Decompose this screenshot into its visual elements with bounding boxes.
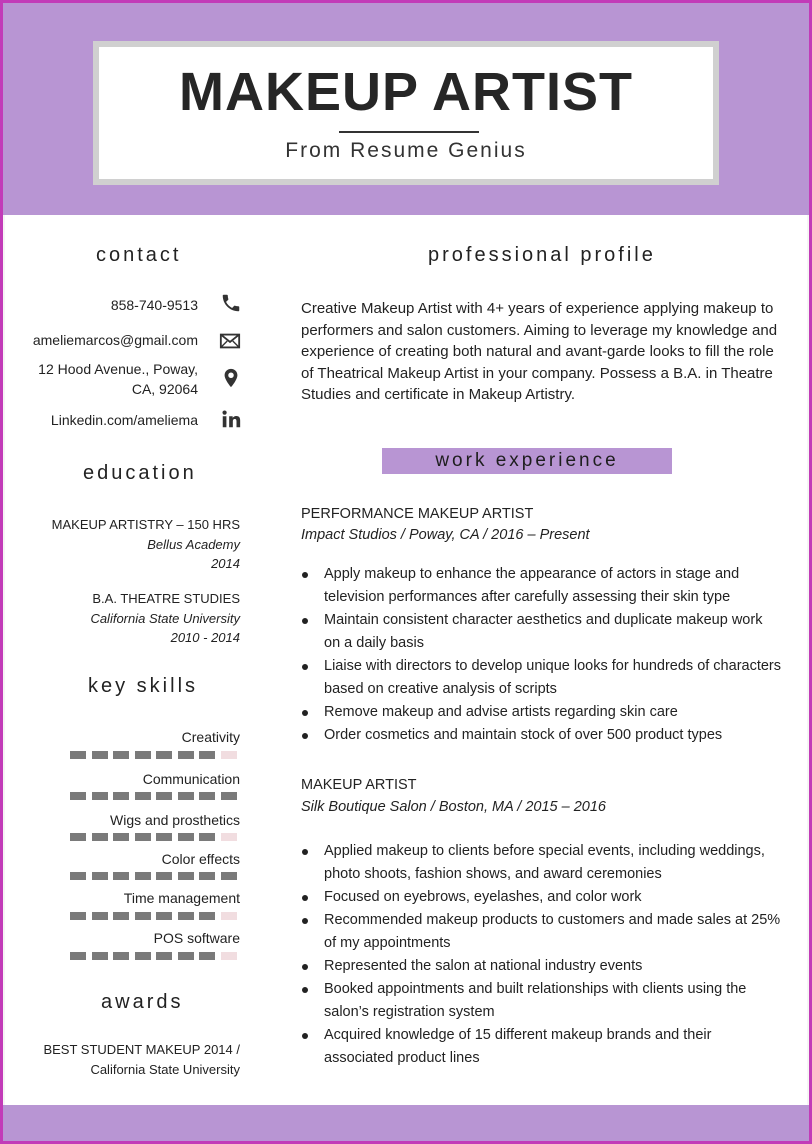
- skill-label: Creativity: [181, 729, 240, 745]
- list-item: Order cosmetics and maintain stock of over 500 product types: [301, 724, 781, 747]
- education-school: Bellus Academy: [147, 536, 240, 552]
- skill-segment-filled: [178, 833, 194, 841]
- contact-phone: 858-740-9513: [110, 297, 198, 313]
- skill-segment-filled: [199, 833, 215, 841]
- skill-segment-filled: [113, 872, 129, 880]
- skill-segment-filled: [92, 792, 108, 800]
- skill-segment-filled: [156, 912, 172, 920]
- skill-segment-filled: [178, 872, 194, 880]
- skill-segment-filled: [156, 952, 172, 960]
- skill-segment-filled: [135, 912, 151, 920]
- job-bullets: [301, 563, 781, 747]
- linkedin-icon: [220, 408, 242, 430]
- skills-heading: key skills: [88, 675, 199, 697]
- education-years: 2014: [211, 556, 240, 571]
- work-experience-heading: work experience: [382, 448, 672, 474]
- map-pin-icon: [220, 367, 242, 389]
- footer-band: [3, 1105, 809, 1141]
- award-line-2: California State University: [90, 1061, 240, 1077]
- skill-segment-filled: [92, 833, 108, 841]
- skill-segment-filled: [178, 751, 194, 759]
- skill-segment-filled: [135, 833, 151, 841]
- skill-segment-filled: [70, 751, 86, 759]
- envelope-icon: [219, 330, 241, 352]
- skill-label: Communication: [142, 771, 240, 787]
- skill-segment-filled: [199, 792, 215, 800]
- list-item: Maintain consistent character aesthetics and duplicate makeup work on a daily basis: [301, 609, 781, 655]
- skill-segment-filled: [70, 833, 86, 841]
- skill-label: Wigs and prosthetics: [110, 812, 240, 828]
- skill-segment-filled: [199, 872, 215, 880]
- list-item: Liaise with directors to develop unique looks for hundreds of characters based on creative analysis of scripts: [301, 655, 781, 701]
- skill-label: Time management: [123, 890, 240, 906]
- list-item: Represented the salon at national industry events: [301, 955, 781, 978]
- resume-subtitle: From Resume Genius: [285, 139, 527, 162]
- phone-icon: [220, 292, 242, 314]
- skill-segment-filled: [70, 792, 86, 800]
- skill-segment-filled: [178, 912, 194, 920]
- skill-segment-filled: [113, 952, 129, 960]
- skill-segment-filled: [113, 912, 129, 920]
- skill-segment-filled: [92, 751, 108, 759]
- list-item: Apply makeup to enhance the appearance of actors in stage and television performances after carefully assessing their skin type: [301, 563, 781, 609]
- list-item: Remove makeup and advise artists regarding skin care: [301, 701, 781, 724]
- skill-label: POS software: [153, 930, 240, 946]
- skill-segment-empty: [221, 952, 237, 960]
- job-meta: Impact Studios / Poway, CA / 2016 – Present: [301, 527, 590, 543]
- education-heading: education: [83, 462, 197, 484]
- job-title: MAKEUP ARTIST: [301, 777, 417, 793]
- skill-segment-filled: [156, 751, 172, 759]
- list-item: Booked appointments and built relationships with clients using the salon’s registration system: [301, 978, 781, 1024]
- skill-segment-filled: [199, 952, 215, 960]
- skill-segment-filled: [70, 912, 86, 920]
- skill-segment-filled: [135, 952, 151, 960]
- education-degree: B.A. THEATRE STUDIES: [92, 591, 240, 606]
- skill-segment-filled: [113, 751, 129, 759]
- education-school: California State University: [90, 610, 240, 626]
- contact-email: ameliemarcos@gmail.com: [32, 332, 198, 348]
- skill-segment-filled: [199, 751, 215, 759]
- education-degree: MAKEUP ARTISTRY – 150 HRS: [51, 517, 240, 532]
- skill-segment-filled: [70, 952, 86, 960]
- job-meta: Silk Boutique Salon / Boston, MA / 2015 – 2016: [301, 799, 606, 815]
- skill-segment-filled: [135, 751, 151, 759]
- title-divider: [339, 131, 479, 133]
- contact-address-line2: CA, 92064: [131, 381, 198, 397]
- list-item: Focused on eyebrows, eyelashes, and color work: [301, 886, 781, 909]
- skill-segment-filled: [135, 792, 151, 800]
- award-entry: [20, 1040, 240, 1079]
- skill-segment-empty: [221, 912, 237, 920]
- profile-heading: professional profile: [428, 244, 656, 266]
- skill-segment-empty: [221, 833, 237, 841]
- award-line-1: BEST STUDENT MAKEUP 2014 /: [43, 1042, 240, 1057]
- skill-segment-filled: [156, 833, 172, 841]
- skill-segment-filled: [178, 792, 194, 800]
- job-bullets: [301, 840, 781, 1070]
- skill-segment-filled: [135, 872, 151, 880]
- skill-segment-filled: [92, 952, 108, 960]
- skill-segment-filled: [92, 872, 108, 880]
- education-years: 2010 - 2014: [170, 630, 240, 645]
- education-entry-1: [20, 515, 240, 574]
- skill-segment-filled: [221, 792, 237, 800]
- skill-segment-filled: [221, 872, 237, 880]
- skill-segment-filled: [156, 792, 172, 800]
- skill-segment-filled: [92, 912, 108, 920]
- contact-address-line1: 12 Hood Avenue., Poway,: [38, 361, 198, 377]
- resume-title: MAKEUP ARTIST: [178, 62, 634, 122]
- list-item: Acquired knowledge of 15 different makeup brands and their associated product lines: [301, 1024, 781, 1070]
- skill-segment-filled: [199, 912, 215, 920]
- contact-heading: contact: [96, 244, 182, 266]
- skill-segment-filled: [113, 833, 129, 841]
- list-item: Applied makeup to clients before special events, including weddings, photo shoots, fashion shows, and award ceremonies: [301, 840, 781, 886]
- profile-text: Creative Makeup Artist with 4+ years of experience applying makeup to performers and salon customers. Aiming to leverage my knowledge and experience of creating both natural and avant-garde looks to fill the role of Theatrical Makeup Artist in your company. Possess a B.A. in Theatre Studies and certificate in Makeup Artistry.: [301, 300, 778, 403]
- contact-linkedin[interactable]: Linkedin.com/ameliema: [50, 412, 198, 428]
- skill-segment-filled: [156, 872, 172, 880]
- awards-heading: awards: [101, 991, 184, 1013]
- skill-segment-filled: [178, 952, 194, 960]
- skill-segment-filled: [70, 872, 86, 880]
- education-entry-2: [20, 589, 240, 648]
- skill-segment-empty: [221, 751, 237, 759]
- job-title: PERFORMANCE MAKEUP ARTIST: [301, 506, 534, 522]
- title-box: [93, 41, 719, 185]
- skill-label: Color effects: [161, 851, 240, 867]
- list-item: Recommended makeup products to customers and made sales at 25% of my appointments: [301, 909, 781, 955]
- skill-segment-filled: [113, 792, 129, 800]
